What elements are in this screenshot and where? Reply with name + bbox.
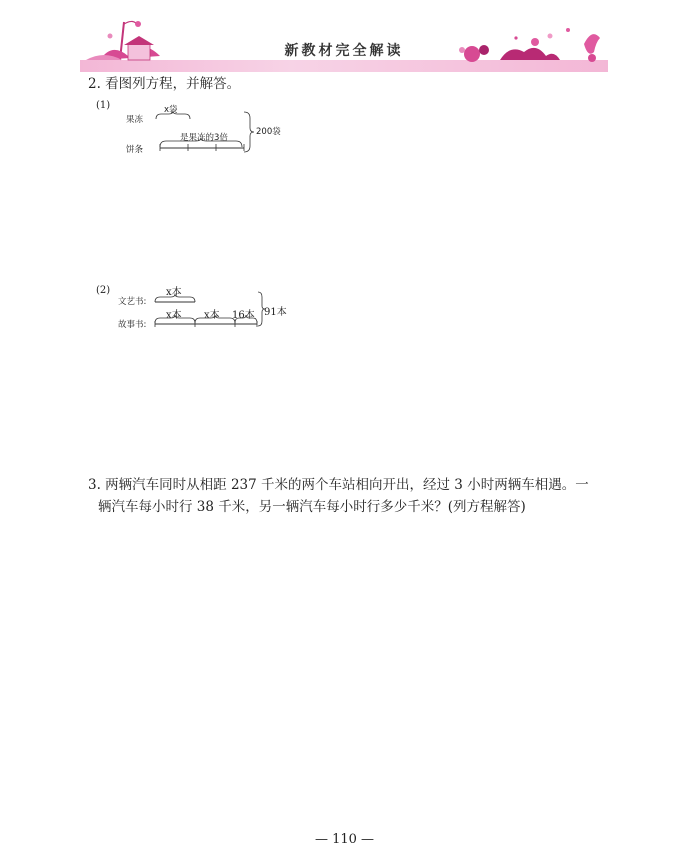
q2-part2-row1-brace-label: x本: [166, 287, 182, 298]
q2-part1-row2-label: 饼条: [126, 145, 144, 155]
page-number: — 110 —: [314, 832, 375, 847]
header-banner: [80, 14, 608, 76]
question-2-prompt: 2. 看图列方程，并解答。: [88, 76, 241, 92]
q2-part1-row2-brace-label: 是果冻的3倍: [180, 133, 228, 143]
brace-x-packs: [156, 111, 190, 119]
q2-part2-row1-label: 文艺书:: [118, 297, 147, 307]
q2-part2-row2-seg1-label: x本: [166, 310, 182, 321]
question-3-line1: 3. 两辆汽车同时从相距 237 千米的两个车站相向开出，经过 3 小时两辆车相遇。一: [88, 477, 589, 493]
q2-part2-number: (2): [96, 285, 111, 296]
q2-part2-row2-seg3-label: 16本: [232, 310, 255, 321]
q2-part1-row1-label: 果冻: [126, 115, 144, 125]
q2-part1-segment-diagram: [150, 106, 260, 156]
question-3-line2: 辆汽车每小时行 38 千米，另一辆汽车每小时行多少千米？(列方程解答): [98, 499, 526, 515]
q2-part2-segment-diagram: [150, 288, 266, 332]
q2-part1-row1-brace-label: x袋: [164, 105, 178, 115]
brace-3-times: [160, 138, 242, 147]
q2-part2-total: 91本: [264, 307, 287, 318]
q2-part2-row2-label: 故事书:: [118, 320, 147, 330]
q2-part2-row2-seg2-label: x本: [204, 310, 220, 321]
q2-part1-number: (1): [96, 100, 111, 111]
banner-title: 新教材完全解读: [284, 43, 404, 59]
q2-part1-total: 200袋: [256, 127, 281, 137]
